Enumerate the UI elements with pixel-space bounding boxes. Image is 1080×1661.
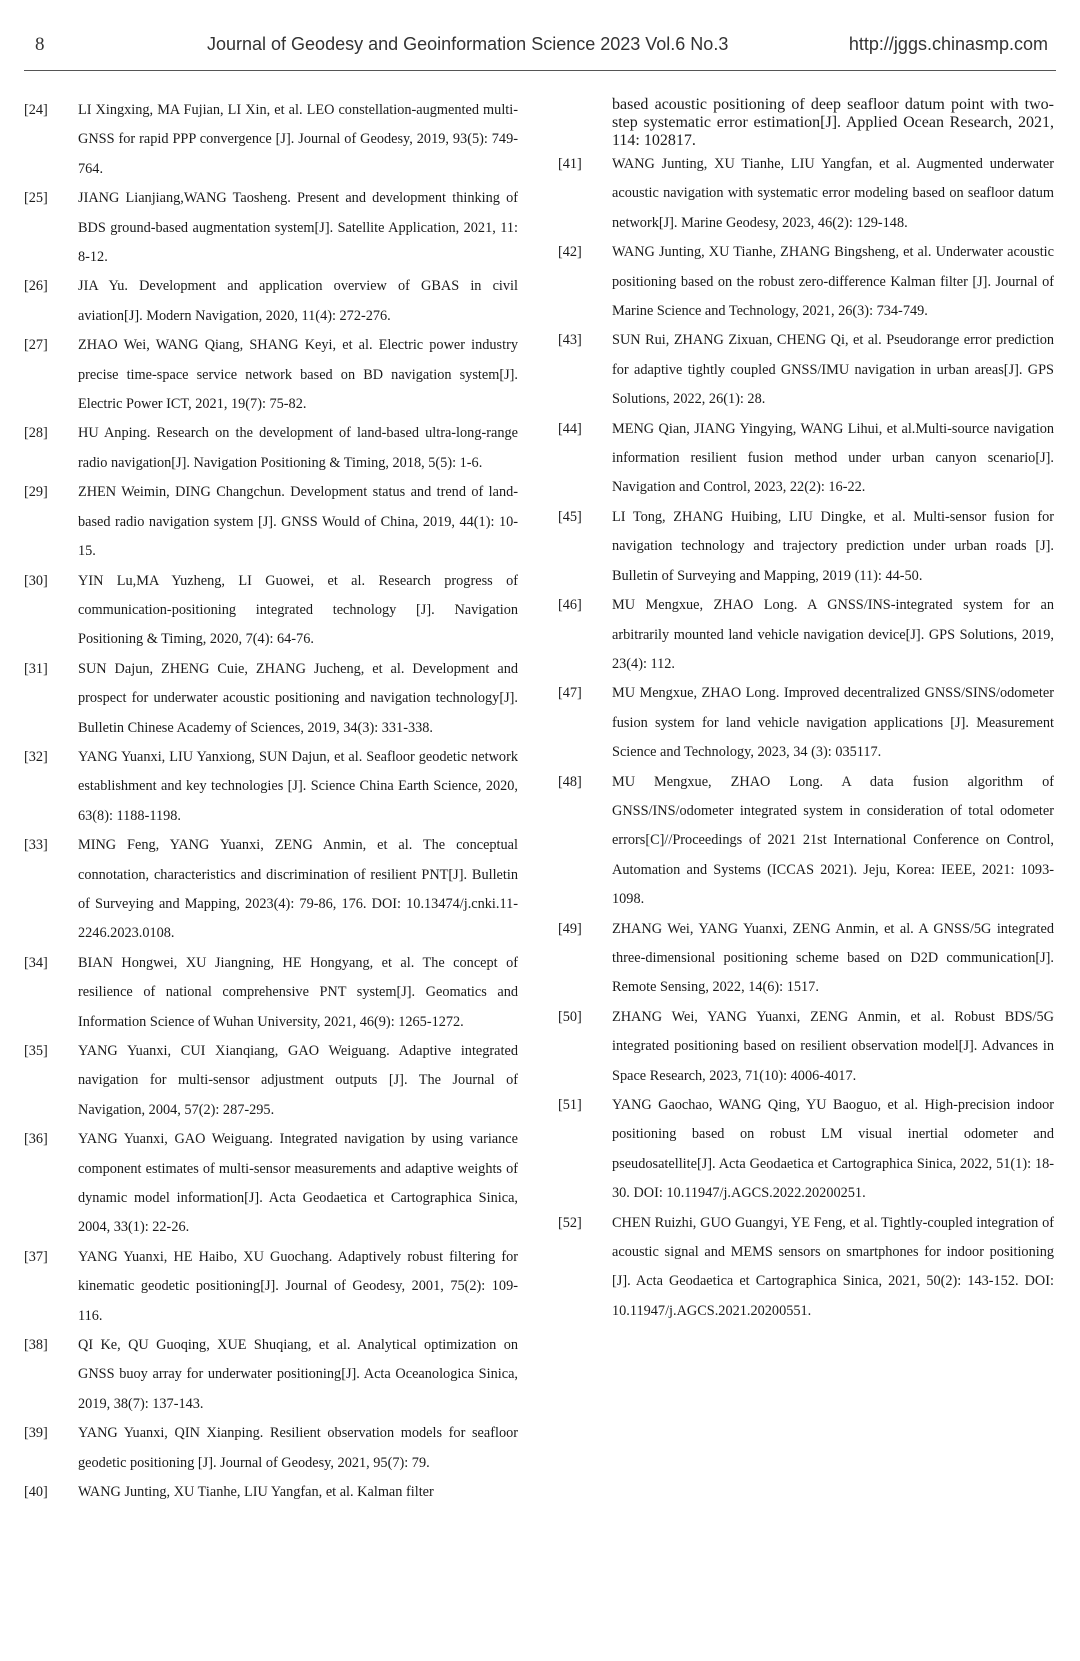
reference-entry [558, 1209, 1054, 1327]
reference-entry [558, 768, 1054, 915]
page-number: 8 [35, 34, 45, 55]
reference-number: [25] [24, 190, 48, 207]
reference-entry [558, 679, 1054, 767]
reference-entry [24, 949, 518, 1037]
reference-number: [24] [24, 102, 48, 118]
reference-number: [42] [558, 244, 582, 261]
reference-text: YANG Yuanxi, GAO Weiguang. Integrated navigation by using variance component estimates of multi-sensor measurements and adaptive weights of dynamic model information[J]. Acta Geodaetica et Cartographica Sinica, 2004, 33(1): 22-26. [78, 1131, 518, 1236]
reference-number: [38] [24, 1337, 48, 1354]
reference-entry [558, 1091, 1054, 1209]
reference-text: WANG Junting, XU Tianhe, LIU Yangfan, et al. Kalman filter [78, 1484, 434, 1501]
reference-entry [24, 655, 518, 743]
reference-text: HU Anping. Research on the development of land-based ultra-long-range radio navigation[J]. Navigation Positioning & Timing, 2018, 5(5): 1-6. [78, 425, 518, 471]
reference-entry [558, 415, 1054, 503]
reference-entry [24, 1419, 518, 1478]
reference-column-right [558, 96, 1054, 1326]
reference-entry [558, 1003, 1054, 1091]
header-rule [24, 70, 1056, 71]
reference-text: MING Feng, YANG Yuanxi, ZENG Anmin, et al. The conceptual connotation, characteristics and discrimination of resilient PNT[J]. Bulletin of Surveying and Mapping, 2023(4): 79-86, 176. DOI: 10.13474/j.cnki.11-2246.2023.0108. [78, 837, 518, 942]
reference-number: [33] [24, 837, 48, 854]
reference-number: [28] [24, 425, 48, 442]
reference-number: [41] [558, 156, 582, 172]
reference-text: SUN Rui, ZHANG Zixuan, CHENG Qi, et al. Pseudorange error prediction for adaptive tightly coupled GNSS/IMU navigation in urban areas[J]. GPS Solutions, 2022, 26(1): 28. [612, 332, 1054, 408]
reference-number: [46] [558, 597, 582, 614]
reference-entry [24, 419, 518, 478]
reference-text: YIN Lu,MA Yuzheng, LI Guowei, et al. Research progress of communication-positioning integrated technology [J]. Navigation Positioning & Timing, 2020, 7(4): 64-76. [78, 572, 518, 648]
reference-number: [43] [558, 332, 582, 349]
reference-text: MU Mengxue, ZHAO Long. A GNSS/INS-integrated system for an arbitrarily mounted land vehicle navigation device[J]. GPS Solutions, 2019, 23(4): 112. [612, 597, 1054, 672]
reference-entry [558, 238, 1054, 326]
reference-entry [24, 478, 518, 566]
reference-number: [31] [24, 660, 48, 677]
reference-entry [24, 1243, 518, 1331]
reference-number: [51] [558, 1097, 582, 1113]
journal-title: Journal of Geodesy and Geoinformation Science 2023 Vol.6 No.3 [207, 34, 729, 54]
reference-text: WANG Junting, XU Tianhe, ZHANG Bingsheng, et al. Underwater acoustic positioning based on the robust zero-difference Kalman filter [J]. Journal of Marine Science and Technology, 2021, 26(3): 734-749. [612, 244, 1054, 320]
reference-text: ZHEN Weimin, DING Changchun. Development status and trend of land-based radio navigation system [J]. GNSS Would of China, 2019, 44(1): 10-15. [78, 484, 518, 560]
reference-text: ZHANG Wei, YANG Yuanxi, ZENG Anmin, et al. Robust BDS/5G integrated positioning based on resilient observation model[J]. Advances in Space Research, 2023, 71(10): 4006-4017. [612, 1008, 1054, 1084]
reference-text: WANG Junting, XU Tianhe, LIU Yangfan, et al. Augmented underwater acoustic navigation with systematic error modeling based on seafloor datum network[J]. Marine Geodesy, 2023, 46(2): 129-148. [612, 156, 1054, 231]
reference-entry [24, 1125, 518, 1243]
reference-entry [24, 331, 518, 419]
reference-text: JIANG Lianjiang,WANG Taosheng. Present and development thinking of BDS ground-based augmentation system[J]. Satellite Application, 2021, 11: 8-12. [78, 190, 518, 266]
reference-text: MENG Qian, JIANG Yingying, WANG Lihui, et al.Multi-source navigation information resilient fusion method under urban canyon scenario[J]. Navigation and Control, 2023, 22(2): 16-22. [612, 420, 1054, 496]
reference-number: [26] [24, 278, 48, 295]
reference-text: YANG Yuanxi, QIN Xianping. Resilient observation models for seafloor geodetic positioning [J]. Journal of Geodesy, 2021, 95(7): 79. [78, 1425, 518, 1471]
reference-entry [24, 1478, 518, 1507]
reference-number: [29] [24, 484, 48, 501]
reference-text: YANG Gaochao, WANG Qing, YU Baoguo, et al. High-precision indoor positioning based on robust LM visual inertial odometer and pseudosatellite[J]. Acta Geodaetica et Cartographica Sinica, 2022, 51(1): 18-30. DOI: 10.11947/j.AGCS.2022.20200251. [612, 1097, 1054, 1202]
reference-entry [558, 503, 1054, 591]
reference-text: QI Ke, QU Guoqing, XUE Shuqiang, et al. Analytical optimization on GNSS buoy array for underwater positioning[J]. Acta Oceanologica Sinica, 2019, 38(7): 137-143. [78, 1337, 518, 1412]
page-header [32, 34, 1048, 70]
reference-text: MU Mengxue, ZHAO Long. Improved decentralized GNSS/SINS/odometer fusion system for land vehicle navigation applications [J]. Measurement Science and Technology, 2023, 34 (3): 035117. [612, 685, 1054, 761]
reference-number: [32] [24, 748, 48, 765]
reference-entry [24, 1331, 518, 1419]
reference-number: [27] [24, 337, 48, 354]
reference-number: [39] [24, 1425, 48, 1442]
reference-number: [40] [24, 1484, 48, 1501]
reference-number: [48] [558, 773, 582, 790]
reference-number: [45] [558, 508, 582, 525]
reference-text: YANG Yuanxi, HE Haibo, XU Guochang. Adaptively robust filtering for kinematic geodetic positioning[J]. Journal of Geodesy, 2001, 75(2): 109-116. [78, 1248, 518, 1324]
reference-entry [558, 150, 1054, 238]
reference-text: ZHAO Wei, WANG Qiang, SHANG Keyi, et al. Electric power industry precise time-space service network based on BD navigation system[J]. Electric Power ICT, 2021, 19(7): 75-82. [78, 337, 518, 413]
reference-text: LI Tong, ZHANG Huibing, LIU Dingke, et al. Multi-sensor fusion for navigation technology and trajectory prediction under urban roads [J]. Bulletin of Surveying and Mapping, 2019 (11): 44-50. [612, 508, 1054, 584]
reference-continuation: based acoustic positioning of deep seafloor datum point with two-step systematic error estimation[J]. Applied Ocean Research, 2021, 114: 102817. [612, 96, 1054, 149]
reference-entry [24, 96, 518, 184]
reference-number: [37] [24, 1248, 48, 1265]
reference-entry [24, 1037, 518, 1125]
reference-number: [30] [24, 572, 48, 589]
reference-number: [44] [558, 420, 582, 437]
reference-text: LI Xingxing, MA Fujian, LI Xin, et al. LEO constellation-augmented multi-GNSS for rapid PPP convergence [J]. Journal of Geodesy, 2019, 93(5): 749-764. [78, 102, 518, 177]
reference-text: JIA Yu. Development and application overview of GBAS in civil aviation[J]. Modern Navigation, 2020, 11(4): 272-276. [78, 278, 518, 324]
reference-entry [558, 915, 1054, 1003]
reference-entry [558, 326, 1054, 414]
reference-entry [24, 272, 518, 331]
reference-number: [49] [558, 920, 582, 937]
reference-text: YANG Yuanxi, LIU Yanxiong, SUN Dajun, et al. Seafloor geodetic network establishment and key technologies [J]. Science China Earth Science, 2020, 63(8): 1188-1198. [78, 748, 518, 824]
reference-text: CHEN Ruizhi, GUO Guangyi, YE Feng, et al. Tightly-coupled integration of acoustic signal and MEMS sensors on smartphones for indoor positioning [J]. Acta Geodaetica et Cartographica Sinica, 2021, 50(2): 143-152. DOI: 10.11947/j.AGCS.2021.20200551. [612, 1214, 1054, 1319]
reference-text: BIAN Hongwei, XU Jiangning, HE Hongyang, et al. The concept of resilience of national comprehensive PNT system[J]. Geomatics and Information Science of Wuhan University, 2021, 46(9): 1265-1272. [78, 954, 518, 1030]
reference-number: [50] [558, 1008, 582, 1025]
reference-number: [34] [24, 954, 48, 971]
reference-number: [35] [24, 1043, 48, 1059]
reference-text: YANG Yuanxi, CUI Xianqiang, GAO Weiguang. Adaptive integrated navigation for multi-sensor adjustment outputs [J]. The Journal of Navigation, 2004, 57(2): 287-295. [78, 1043, 518, 1118]
reference-entry [24, 567, 518, 655]
reference-number: [52] [558, 1214, 582, 1231]
reference-entry [24, 831, 518, 949]
reference-column-left [24, 96, 518, 1508]
reference-entry [24, 184, 518, 272]
reference-entry [558, 591, 1054, 679]
reference-number: [36] [24, 1131, 48, 1148]
reference-text: ZHANG Wei, YANG Yuanxi, ZENG Anmin, et al. A GNSS/5G integrated three-dimensional positioning scheme based on D2D communication[J]. Remote Sensing, 2022, 14(6): 1517. [612, 920, 1054, 996]
journal-url: http://jggs.chinasmp.com [848, 34, 1048, 54]
reference-entry [24, 743, 518, 831]
reference-text: SUN Dajun, ZHENG Cuie, ZHANG Jucheng, et al. Development and prospect for underwater acoustic positioning and navigation technology[J]. Bulletin Chinese Academy of Sciences, 2019, 34(3): 331-338. [78, 660, 518, 736]
reference-number: [47] [558, 685, 582, 702]
reference-text: MU Mengxue, ZHAO Long. A data fusion algorithm of GNSS/INS/odometer integrated system in consideration of total odometer errors[C]//Proceedings of 2021 21st International Conference on Control, Automation and Systems (ICCAS 2021). Jeju, Korea: IEEE, 2021: 1093-1098. [612, 773, 1054, 908]
